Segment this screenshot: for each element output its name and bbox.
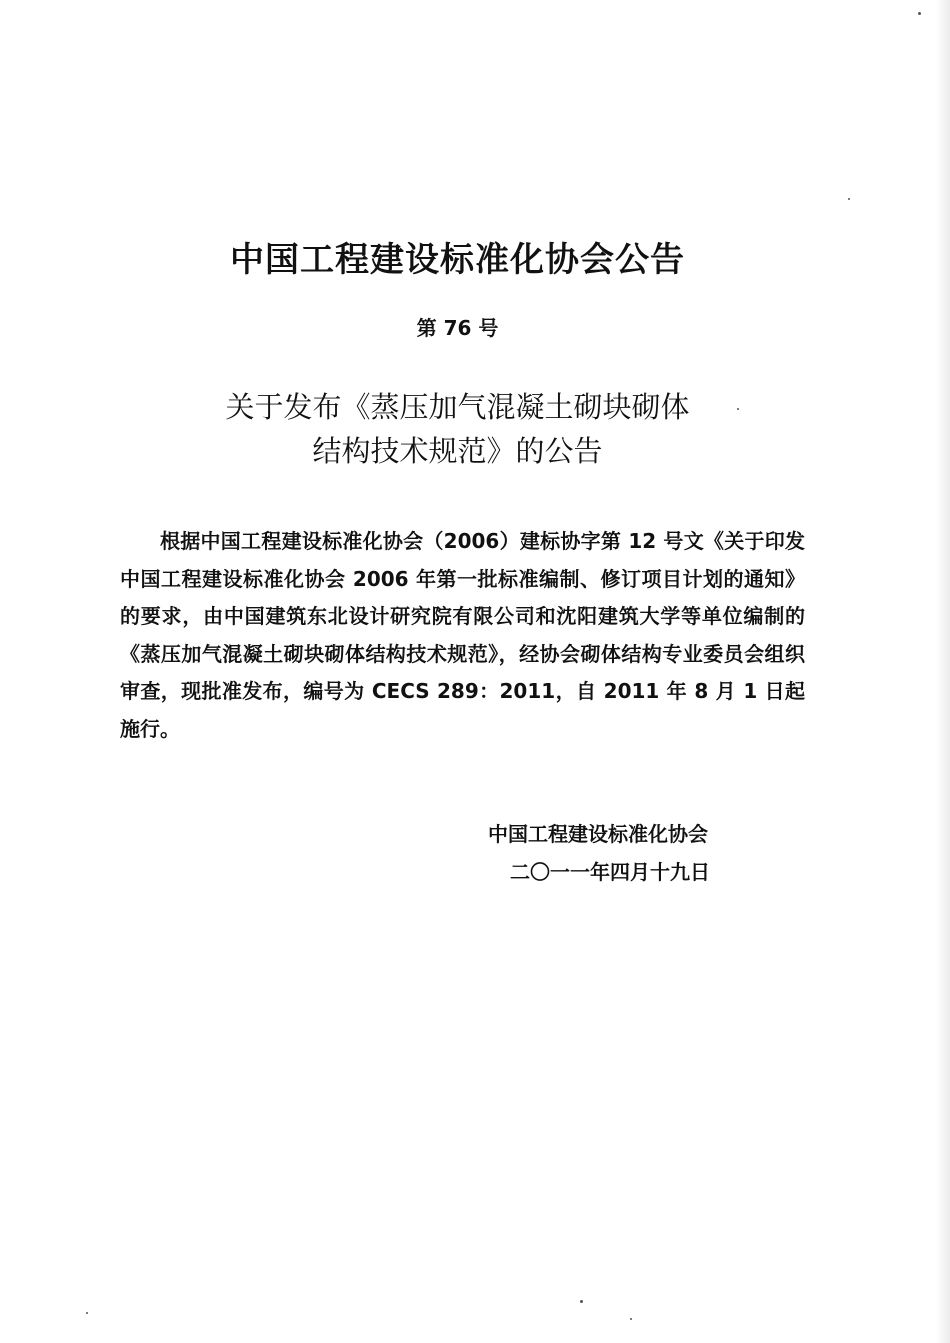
notice-subject-line-1: 关于发布《蒸压加气混凝土砌块砌体 <box>225 390 690 424</box>
signature-block <box>488 815 710 891</box>
signature-date: 二〇一一年四月十九日 <box>510 860 710 884</box>
notice-body: 根据中国工程建设标准化协会（2006）建标协字第 12 号文《关于印发中国工程建设标准化协会 2006 年第一批标准编制、修订项目计划的通知》的要求，由中国建筑东北设计研究院有限公司和沈阳建筑大学等单位编制的《蒸压加气混凝土砌块砌体结构技术规范》，经协会砌体结构专业委员会组织审查，现批准发布，编号为 CECS 289：2011，自 2011 年 8 月 1 日起施行。 <box>120 529 805 741</box>
scan-speck <box>848 198 850 200</box>
scan-speck <box>580 1300 583 1303</box>
page-edge-shadow <box>936 0 950 1343</box>
notice-number: 第 76 号 <box>416 316 499 340</box>
notice-title: 中国工程建设标准化协会公告 <box>230 240 685 280</box>
notice-subject <box>0 385 915 473</box>
scan-speck <box>737 408 739 410</box>
scan-speck <box>86 1312 88 1314</box>
signature-organization: 中国工程建设标准化协会 <box>488 822 708 846</box>
scan-speck <box>630 1318 632 1320</box>
notice-subject-line-2: 结构技术规范》的公告 <box>312 434 603 468</box>
scan-speck <box>918 12 921 15</box>
